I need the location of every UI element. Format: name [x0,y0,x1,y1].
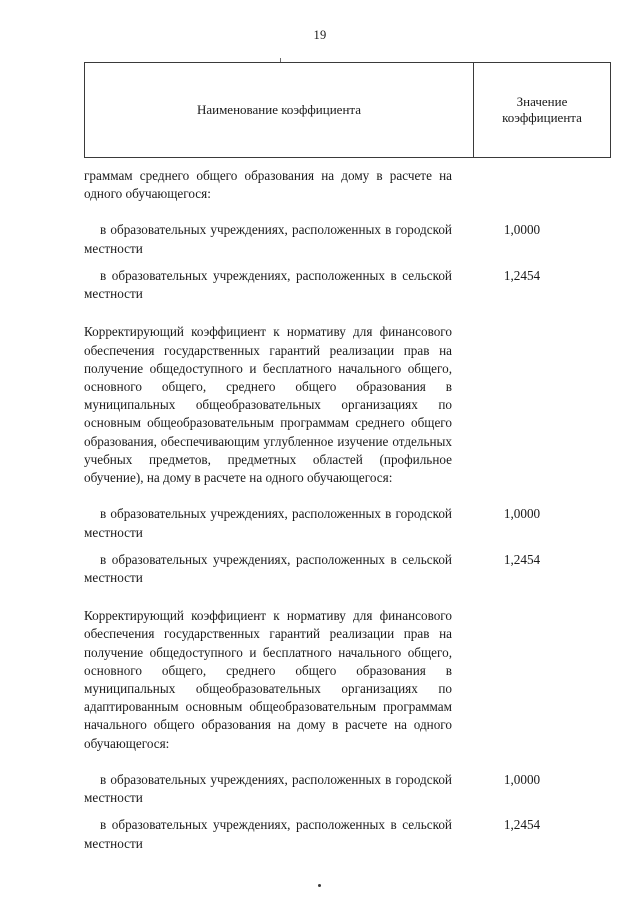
table-row [84,771,584,807]
row-text-paragraph: в образовательных учреждениях, расположенных в сельской местности [84,551,452,585]
row-text-paragraph: в образовательных учреждениях, расположенных в городской местности [84,222,452,256]
row-text [84,323,460,487]
row-text-paragraph: Корректирующий коэффициент к нормативу для финансового обеспечения государственных гарантий реализации прав на получение общедоступного и бесплатного начального общего, основного общего, среднего общего образования в муниципальных общеобразовательных организациях по основным общеобразовательным программам среднего общего образования, обеспечивающим углубленное изучение отдельных учебных предметов, предметных областей (профильное обучение), на дому в расчете на одного обучающегося: [84,324,452,486]
row-text [84,167,460,203]
spacer [84,258,584,267]
spacer [84,158,584,167]
row-text [84,816,460,852]
row-text [84,607,460,753]
spacer [84,807,584,816]
spacer [84,542,584,551]
table-row [84,167,584,203]
row-value: 1,0000 [503,222,541,238]
spacer [84,753,584,771]
row-text-paragraph: граммам среднего общего образования на дому в расчете на одного обучающегося: [84,168,452,202]
row-value: 1,0000 [503,506,541,522]
column-header-value [474,63,611,158]
row-text-paragraph: Корректирующий коэффициент к нормативу для финансового обеспечения государственных гарантий реализации прав на получение общедоступного и бесплатного начального общего, основного общего, среднего общего образования в муниципальных общеобразовательных организациях по адаптированным основным общеобразовательным программам начального общего образования на дому в расчете на одного обучающегося: [84,608,452,751]
document-content [84,62,584,853]
row-value: 1,0000 [503,771,541,787]
table-row [84,221,584,257]
table-header-row [85,63,611,158]
table-row [84,323,584,487]
spacer [84,203,584,221]
row-text [84,551,460,587]
spacer [84,487,584,505]
column-header-name: Наименование коэффициента [85,63,474,158]
column-header-value-line2: коэффициента [502,110,582,125]
row-text-paragraph: в образовательных учреждениях, расположенных в городской местности [84,771,452,806]
table-row [84,607,584,753]
row-value: 1,2454 [503,817,541,833]
row-text [84,505,460,541]
row-text-paragraph: в образовательных учреждениях, расположенных в городской местности [84,506,452,540]
coefficients-table-header [84,62,611,158]
table-body [84,158,584,853]
spacer [84,303,584,323]
table-row [84,816,584,852]
row-text-paragraph: в образовательных учреждениях, расположенных в сельской местности [84,817,452,851]
page-footer-mark [318,884,321,887]
row-text [84,221,460,257]
row-value: 1,2454 [503,267,541,283]
column-header-value-line1: Значение [516,93,568,109]
row-value: 1,2454 [503,551,541,567]
table-row [84,505,584,541]
page-number: 19 [313,28,327,42]
row-text [84,771,460,807]
spacer [84,587,584,607]
row-text [84,267,460,303]
table-row [84,267,584,303]
table-row [84,551,584,587]
row-text-paragraph: в образовательных учреждениях, расположенных в сельской местности [84,267,452,302]
